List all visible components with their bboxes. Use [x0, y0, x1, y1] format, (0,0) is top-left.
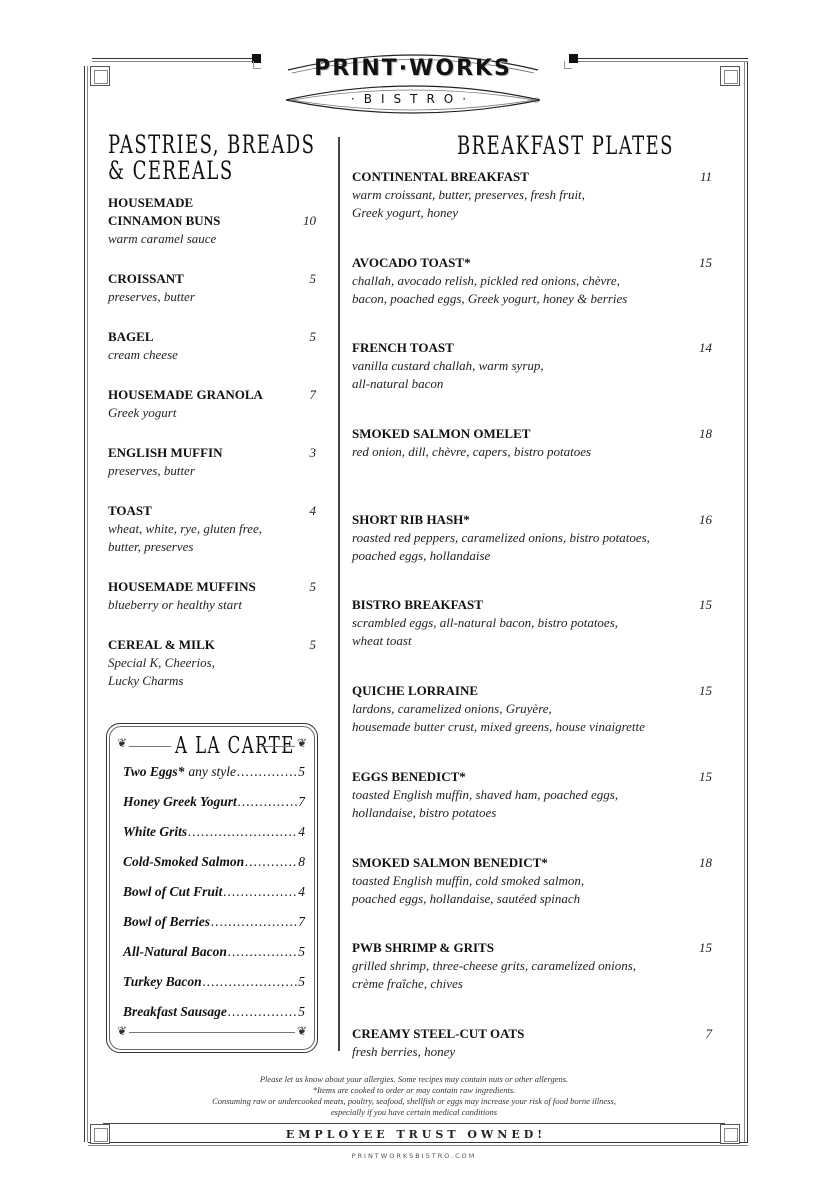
item-price: 5 [309, 329, 316, 344]
item-price: 5 [309, 637, 316, 652]
dot-leader [238, 794, 298, 810]
a-la-carte-item [123, 854, 305, 884]
item-description: preserves, butter [108, 289, 195, 304]
item-name: Breakfast Sausage [123, 1004, 227, 1019]
item-description: vanilla custard challah, warm syrup, [352, 358, 544, 374]
item-price: 5 [298, 944, 305, 959]
item-price: 14 [699, 340, 712, 356]
frame-border-bottom [88, 1142, 748, 1146]
item-description: preserves, butter [108, 463, 195, 478]
item-description: blueberry or healthy start [108, 597, 242, 612]
menu-item-smoked-salmon-benedict [352, 854, 712, 940]
corner-ornament-top-left [90, 66, 110, 86]
item-name: BAGEL [108, 329, 154, 344]
item-name: SMOKED SALMON OMELET [352, 426, 531, 442]
item-price: 4 [298, 884, 305, 899]
disclaimer-line: *Items are cooked to order or may contain raw ingredients. [312, 1085, 516, 1095]
frame-border-top-left [92, 58, 252, 62]
pastries-section [108, 132, 320, 712]
item-name: EGGS BENEDICT* [352, 768, 466, 784]
item-price: 5 [309, 579, 316, 594]
menu-item-cinnamon-buns [108, 194, 320, 248]
item-name: CONTINENTAL BREAKFAST [352, 169, 529, 184]
disclaimer-line: especially if you have certain medical conditions [330, 1107, 498, 1117]
item-name: CINNAMON BUNS [108, 213, 221, 228]
item-description: lardons, caramelized onions, Gruyère, [352, 701, 552, 717]
item-name: SMOKED SALMON BENEDICT* [352, 854, 548, 870]
item-note: any style [188, 764, 236, 779]
item-name: SHORT RIB HASH* [352, 511, 470, 527]
menu-item-english-muffin [108, 444, 320, 480]
item-name: TOAST [108, 503, 152, 518]
item-description: Greek yogurt, honey [352, 205, 459, 220]
footer-rule [129, 1032, 295, 1033]
item-price: 15 [699, 768, 712, 784]
dot-leader [237, 764, 297, 780]
a-la-carte-item [123, 764, 305, 794]
item-name: HOUSEMADE MUFFINS [108, 579, 256, 594]
disclaimer-line: Please let us know about your allergies. Some recipes may contain nuts or other allergens. [259, 1074, 569, 1084]
square-bullet-shadow [253, 61, 261, 69]
menu-item-continental-breakfast [352, 168, 712, 254]
item-price: 7 [309, 387, 316, 402]
item-name: PWB SHRIMP & GRITS [352, 940, 494, 956]
item-price: 5 [298, 974, 305, 989]
menu-item-bagel [108, 328, 320, 364]
item-description: hollandaise, bistro potatoes [352, 804, 497, 820]
item-price: 11 [699, 169, 712, 184]
a-la-carte-item [123, 944, 305, 974]
square-bullet-shadow [564, 61, 572, 69]
dot-leader [211, 914, 297, 930]
dot-leader [228, 944, 297, 960]
item-description: red onion, dill, chèvre, capers, bistro potatoes [352, 444, 592, 460]
menu-item-french-toast [352, 339, 712, 425]
item-name: All-Natural Bacon [123, 944, 227, 959]
item-description: wheat toast [352, 633, 412, 649]
item-price: 18 [699, 854, 712, 870]
menu-item-avocado-toast [352, 254, 712, 340]
item-price: 10 [303, 213, 316, 228]
item-description: housemade butter crust, mixed greens, house vinaigrette [352, 719, 645, 735]
item-description: all-natural bacon [352, 376, 444, 392]
dot-leader [245, 854, 297, 870]
disclaimer-line: Consuming raw or undercooked meats, poultry, seafood, shellfish or eggs may increase your risk of food borne illness, [212, 1096, 616, 1106]
item-price: 7 [705, 1025, 712, 1041]
pastries-list [108, 194, 320, 690]
item-price: 15 [699, 254, 712, 270]
item-price: 15 [699, 940, 712, 956]
item-description: Lucky Charms [108, 673, 184, 688]
item-description: warm croissant, butter, preserves, fresh fruit, [352, 187, 585, 202]
pastries-title-line2: & CEREALS [108, 156, 234, 185]
menu-item-toast [108, 502, 320, 556]
menu-item-muffins [108, 578, 320, 614]
employee-owned-tagline: EMPLOYEE TRUST OWNED! [285, 1128, 547, 1141]
item-name: AVOCADO TOAST* [352, 254, 471, 270]
item-name: CEREAL & MILK [108, 637, 215, 652]
item-description: butter, preserves [108, 539, 194, 554]
a-la-carte-header [117, 732, 307, 760]
corner-ornament-top-right [720, 66, 740, 86]
item-price: 4 [298, 824, 305, 839]
dot-leader [223, 884, 297, 900]
item-name: White Grits [123, 824, 188, 839]
item-description: poached eggs, hollandaise [352, 547, 491, 563]
item-price: 5 [309, 271, 316, 286]
item-description: scrambled eggs, all-natural bacon, bistro potatoes, [352, 615, 619, 631]
menu-item-shrimp-and-grits [352, 939, 712, 1025]
flourish-left-icon: ❦ [117, 1024, 128, 1038]
menu-item-granola [108, 386, 320, 422]
a-la-carte-item [123, 914, 305, 944]
item-description: poached eggs, hollandaise, sautéed spinach [352, 890, 581, 906]
item-name: HOUSEMADE GRANOLA [108, 387, 263, 402]
item-description: roasted red peppers, caramelized onions, bistro potatoes, [352, 529, 650, 545]
item-description: fresh berries, honey [352, 1043, 456, 1059]
item-description: bacon, poached eggs, Greek yogurt, honey & berries [352, 290, 628, 306]
item-name: Honey Greek Yogurt [123, 794, 237, 809]
item-name: Bowl of Cut Fruit [123, 884, 223, 899]
pastries-title-line1: PASTRIES, BREADS [108, 130, 316, 159]
frame-border-right [744, 62, 748, 1142]
item-name: QUICHE LORRAINE [352, 683, 479, 699]
item-description: toasted English muffin, cold smoked salmon, [352, 872, 585, 888]
a-la-carte-item [123, 974, 305, 1004]
footer-rule [103, 1123, 725, 1124]
item-name: Turkey Bacon [123, 974, 202, 989]
header-rule-left [129, 746, 171, 747]
item-name: BISTRO BREAKFAST [352, 597, 483, 613]
item-name: Cold-Smoked Salmon [123, 854, 245, 869]
frame-border-left [84, 66, 88, 1142]
flourish-right-icon: ❦ [297, 1024, 308, 1038]
item-description: challah, avocado relish, pickled red onions, chèvre, [352, 272, 620, 288]
item-price: 18 [699, 426, 712, 442]
allergy-disclaimer [150, 1074, 678, 1118]
item-price: 8 [298, 854, 305, 869]
menu-item-eggs-benedict [352, 768, 712, 854]
item-description: Special K, Cheerios, [108, 655, 215, 670]
a-la-carte-item [123, 794, 305, 824]
item-price: 7 [298, 794, 305, 809]
menu-item-quiche-lorraine [352, 682, 712, 768]
website-link[interactable]: PRINTWORKSBISTRO.COM [351, 1152, 477, 1160]
registered-mark: ® [533, 97, 540, 105]
item-name: CREAMY STEEL-CUT OATS [352, 1025, 525, 1041]
dot-leader [228, 1004, 297, 1020]
item-price: 5 [298, 764, 305, 779]
a-la-carte-list [123, 764, 305, 1034]
item-name: HOUSEMADE [108, 195, 194, 210]
item-name: Two Eggs* [123, 764, 185, 779]
item-description: toasted English muffin, shaved ham, poached eggs, [352, 786, 619, 802]
item-price: 4 [309, 503, 316, 518]
logo-subtitle: ·BISTRO· [350, 92, 476, 106]
item-name: ENGLISH MUFFIN [108, 445, 223, 460]
frame-border-top-right [578, 58, 748, 62]
menu-item-cereal [108, 636, 320, 690]
item-price: 15 [699, 683, 712, 699]
a-la-carte-footer [117, 1024, 307, 1040]
item-name: FRENCH TOAST [352, 340, 454, 356]
item-name: Bowl of Berries [123, 914, 211, 929]
menu-item-croissant [108, 270, 320, 306]
item-description: cream cheese [108, 347, 178, 362]
item-price: 16 [699, 511, 712, 527]
item-price: 3 [309, 445, 316, 460]
a-la-carte-box [106, 723, 318, 1053]
brand-logo [282, 44, 544, 116]
column-divider [338, 137, 340, 1051]
item-description: warm caramel sauce [108, 231, 217, 246]
flourish-left-icon: ❦ [117, 736, 128, 750]
item-description: crème fraîche, chives [352, 976, 463, 992]
menu-item-short-rib-hash [352, 511, 712, 597]
breakfast-plates-list [352, 168, 712, 1111]
breakfast-plates-title: BREAKFAST PLATES [457, 131, 674, 160]
item-description: Greek yogurt [108, 405, 177, 420]
a-la-carte-title: A LA CARTE [175, 733, 295, 759]
flourish-right-icon: ❦ [297, 736, 308, 750]
item-price: 7 [298, 914, 305, 929]
item-description: grilled shrimp, three-cheese grits, caramelized onions, [352, 958, 637, 974]
item-price: 15 [699, 597, 712, 613]
menu-item-smoked-salmon-omelet [352, 425, 712, 511]
header-rule-right [261, 746, 295, 747]
logo-title: PRINT·WORKS [314, 56, 512, 81]
a-la-carte-item [123, 824, 305, 854]
item-description: wheat, white, rye, gluten free, [108, 521, 263, 536]
item-price: 5 [298, 1004, 305, 1019]
dot-leader [203, 974, 298, 990]
pastries-title [108, 132, 324, 184]
menu-item-bistro-breakfast [352, 596, 712, 682]
item-name: CROISSANT [108, 271, 184, 286]
dot-leader [188, 824, 297, 840]
a-la-carte-item [123, 884, 305, 914]
